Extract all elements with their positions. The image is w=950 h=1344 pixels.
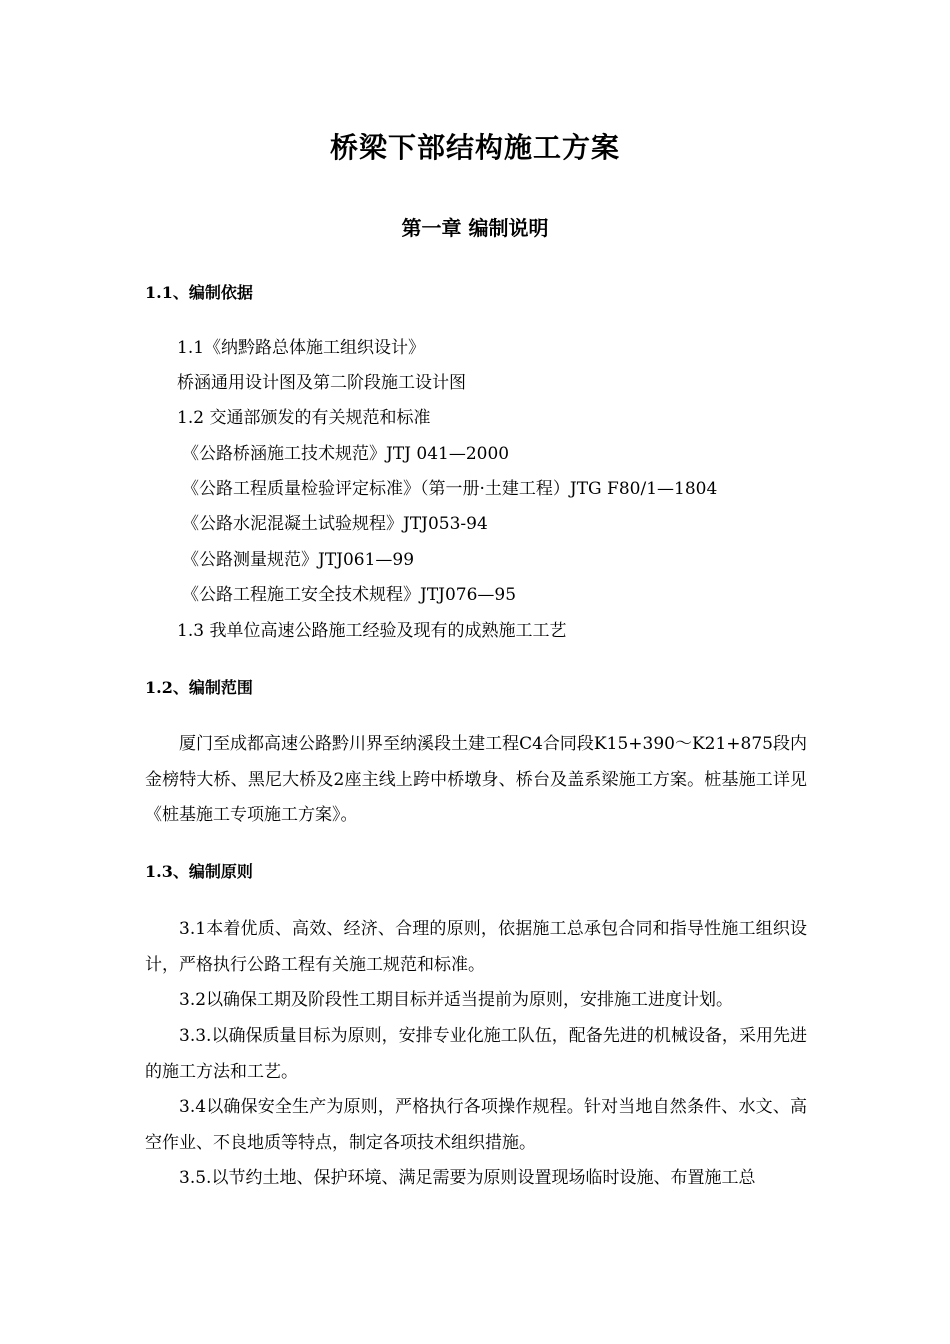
section-heading-basis: 1.1、编制依据: [145, 283, 253, 302]
basis-item: 《公路工程施工安全技术规程》JTJ076—95: [182, 585, 517, 605]
basis-item: 1.1《纳黔路总体施工组织设计》: [177, 338, 426, 358]
basis-item: 《公路测量规范》JTJ061—99: [182, 550, 415, 570]
section-heading-principles: 1.3、编制原则: [145, 862, 253, 881]
basis-item: 《公路桥涵施工技术规范》JTJ 041—2000: [182, 444, 510, 464]
section-heading-scope: 1.2、编制范围: [145, 678, 253, 697]
principle-paragraph: 3.2以确保工期及阶段性工期目标并适当提前为原则，安排施工进度计划。: [179, 990, 734, 1010]
document-title: 桥梁下部结构施工方案: [329, 131, 620, 164]
basis-item: 桥涵通用设计图及第二阶段施工设计图: [177, 373, 466, 393]
principle-paragraph: 3.3.以确保质量目标为原则，安排专业化施工队伍，配备先进的机械设备，采用先进的施工方法和工艺。: [145, 1026, 807, 1082]
principle-paragraph: 3.1本着优质、高效、经济、合理的原则，依据施工总承包合同和指导性施工组织设计，严格执行公路工程有关施工规范和标准。: [145, 919, 807, 975]
basis-item: 1.2 交通部颁发的有关规范和标准: [177, 408, 431, 428]
chapter-heading: 第一章 编制说明: [401, 216, 549, 240]
scope-paragraph: 厦门至成都高速公路黔川界至纳溪段土建工程C4合同段K15+390～K21+875段内金榜特大桥、黑尼大桥及2座主线上跨中桥墩身、桥台及盖系梁施工方案。桩基施工详见《桩基施工专项施工方案》。: [145, 734, 807, 825]
principle-paragraph: 3.5.以节约土地、保护环境、满足需要为原则设置现场临时设施、布置施工总: [179, 1168, 756, 1188]
principle-paragraph: 3.4以确保安全生产为原则，严格执行各项操作规程。针对当地自然条件、水文、高空作业、不良地质等特点，制定各项技术组织措施。: [145, 1097, 807, 1153]
basis-item: 1.3 我单位高速公路施工经验及现有的成熟施工工艺: [177, 621, 567, 641]
basis-item: 《公路水泥混凝土试验规程》JTJ053-94: [182, 514, 488, 534]
basis-item: 《公路工程质量检验评定标准》（第一册·土建工程）JTG F80/1—1804: [182, 479, 718, 499]
